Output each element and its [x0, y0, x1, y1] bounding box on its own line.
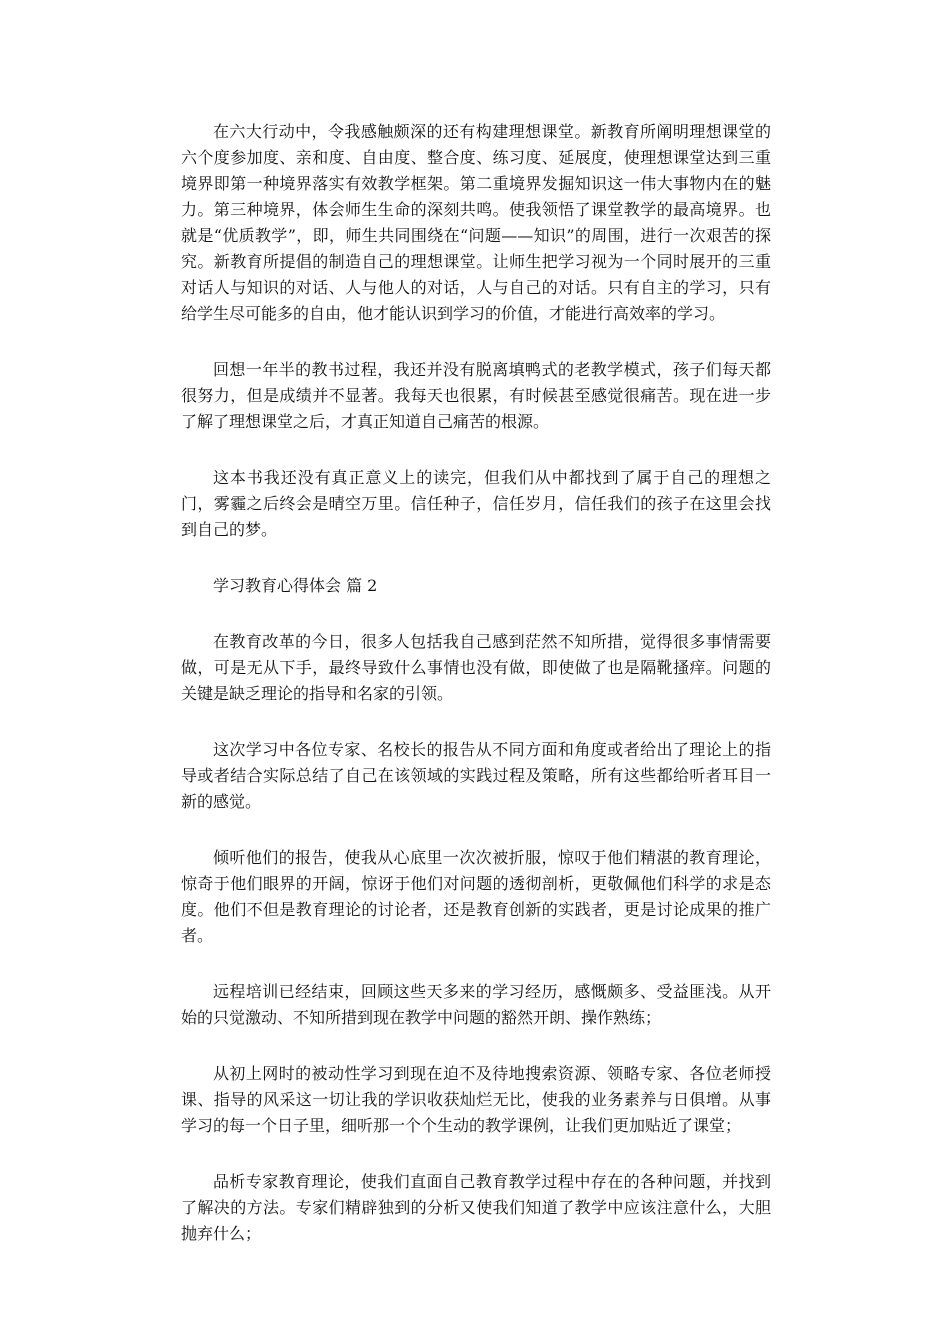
paragraph-ideal-classroom: 在六大行动中，令我感触颇深的还有构建理想课堂。新教育所阐明理想课堂的六个度参加度、亲和度、自由度、整合度、练习度、延展度，使理想课堂达到三重境界即第一种境界落实有效教学框架。第二重境界发掘知识这一伟大事物内在的魅力。第三种境界，体会师生生命的深刻共鸣。使我领悟了课堂教学的最高境界。也就是“优质教学”，即，师生共同围绕在“问题——知识”的周围，进行一次艰苦的探究。新教育所提倡的制造自己的理想课堂。让师生把学习视为一个同时展开的三重对话人与知识的对话、人与他人的对话，人与自己的对话。只有自主的学习，只有给学生尽可能多的自由，他才能认识到学习的价值，才能进行高效率的学习。 — [181, 122, 771, 323]
paragraph-education-reform: 在教育改革的今日，很多人包括我自己感到茫然不知所措，觉得很多事情需要做，可是无从下手，最终导致什么事情也没有做，即使做了也是隔靴搔痒。问题的关键是缺乏理论的指导和名家的引领。 — [181, 632, 771, 703]
document-page — [181, 119, 771, 1277]
paragraph-book-dream: 这本书我还没有真正意义上的读完，但我们从中都找到了属于自己的理想之门，雾霾之后终会是晴空万里。信任种子，信任岁月，信任我们的孩子在这里会找到自己的梦。 — [181, 468, 771, 539]
paragraph-expert-theory: 品析专家教育理论，使我们直面自己教育教学过程中存在的各种问题，并找到了解决的方法。专家们精辟独到的分析又使我们知道了教学中应该注意什么，大胆抛弃什么； — [181, 1172, 771, 1243]
paragraph-listening-reports: 倾听他们的报告，使我从心底里一次次被折服，惊叹于他们精湛的教育理论，惊奇于他们眼界的开阔，惊讶于他们对问题的透彻剖析，更敬佩他们科学的求是态度。他们不但是教育理论的讨论者，还是教育创新的实践者，更是讨论成果的推广者。 — [181, 848, 771, 945]
paragraph-remote-training: 远程培训已经结束，回顾这些天多来的学习经历，感慨颇多、受益匪浅。从开始的只觉激动、不知所措到现在教学中问题的豁然开朗、操作熟练； — [181, 982, 771, 1027]
section-heading: 学习教育心得体会 篇 2 — [213, 576, 378, 595]
paragraph-teaching-reflection: 回想一年半的教书过程，我还并没有脱离填鸭式的老教学模式，孩子们每天都很努力，但是成绩并不显著。我每天也很累，有时候甚至感觉很痛苦。现在进一步了解了理想课堂之后，才真正知道自己痛苦的根源。 — [181, 360, 771, 431]
paragraph-expert-reports: 这次学习中各位专家、名校长的报告从不同方面和角度或者给出了理论上的指导或者结合实际总结了自己在该领域的实践过程及策略，所有这些都给听者耳目一新的感觉。 — [181, 740, 771, 811]
paragraph-online-learning: 从初上网时的被动性学习到现在迫不及待地搜索资源、领略专家、各位老师授课、指导的风采这一切让我的学识收获灿烂无比，使我的业务素养与日俱增。从事学习的每一个日子里，细听那一个个生动的教学课例，让我们更加贴近了课堂； — [181, 1064, 771, 1135]
